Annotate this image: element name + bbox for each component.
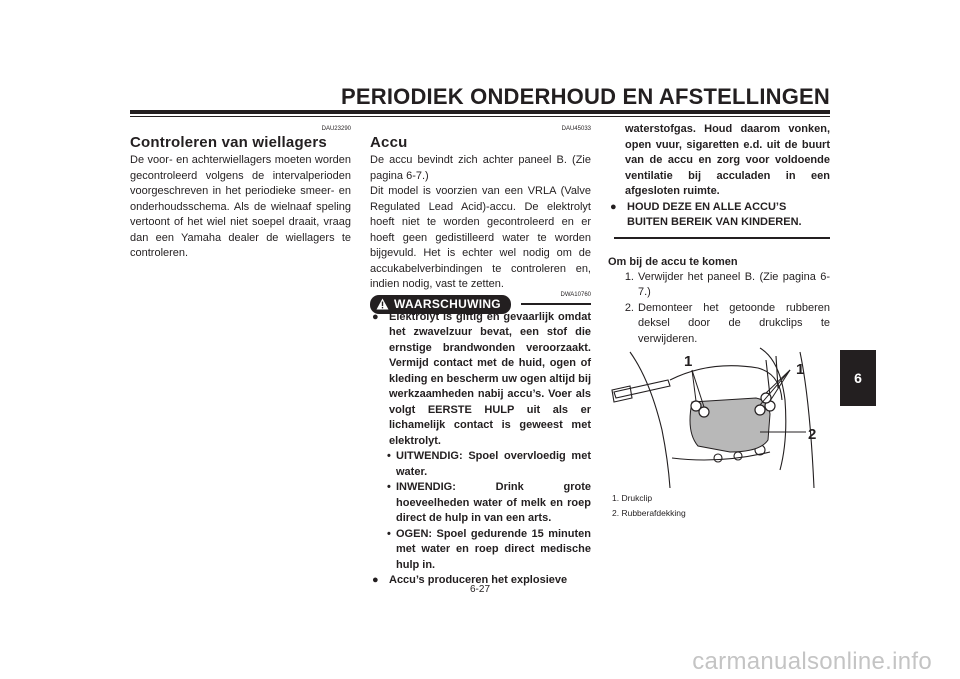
caption-rubber-cover: 2. Rubberafdekking	[612, 508, 686, 518]
callout-1-left: 1	[684, 353, 693, 370]
warning-bullet-text: HOUD DEZE EN ALLE ACCU’S BUITEN BEREIK VAN KINDEREN.	[627, 200, 802, 228]
step-text: Demonteer het getoonde rubberen deksel door de drukclips te verwijderen.	[638, 301, 830, 345]
column-battery	[370, 120, 591, 589]
bullet-marker: ●	[372, 310, 379, 323]
warning-bullet	[370, 310, 591, 450]
first-aid-item: • INWENDIG: Drink grote hoeveelheden water of melk en roep direct de hulp in van een arts.	[370, 480, 591, 527]
battery-location-text: De accu bevindt zich achter paneel B. (Zie pagina 6-7.)	[370, 154, 591, 182]
bullet-marker: ●	[610, 200, 617, 213]
page-number: 6-27	[469, 584, 490, 595]
watermark: carmanualsonline.info	[692, 648, 932, 675]
warning-bullet	[608, 200, 830, 231]
chapter-tab: 6	[840, 350, 876, 406]
column-battery-continued	[608, 122, 830, 347]
warning-label: WAARSCHUWING	[394, 297, 501, 311]
bolt	[714, 454, 722, 462]
leader-line	[770, 370, 790, 401]
step-number: 2.	[624, 301, 634, 314]
figure-captions	[612, 491, 686, 521]
header-rule-thick	[130, 110, 830, 114]
callout-1-right: 1	[796, 361, 805, 378]
warning-bullet-text: Elektrolyt is giftig en gevaarlijk omdat het zwavelzuur bevat, een stof die ernstige brandwonden veroorzaakt. Vermijd contact met de huid, ogen of kleding en bescherm uw ogen altijd bij werkzaamheden nabij accu’s. Voer als volgt EERSTE HULP uit als er lichamelijk contact is geweest met elektrolyt.	[389, 310, 591, 447]
page-title: PERIODIEK ONDERHOUD EN AFSTELLINGEN	[341, 84, 830, 109]
bullet-marker: ●	[372, 574, 379, 586]
warning-end-rule	[614, 237, 830, 239]
column-wheel-bearings	[130, 120, 351, 262]
access-step	[608, 270, 830, 301]
push-clip	[699, 407, 709, 417]
first-aid-item: • UITWENDIG: Spoel overvloedig met water.	[370, 449, 591, 480]
battery-heading: Accu	[370, 134, 408, 151]
first-aid-item: • OGEN: Spoel gedurende 15 minuten met water en roep direct medische hulp in.	[370, 527, 591, 574]
first-aid-text: OGEN: Spoel gedurende 15 minuten met water en roep direct medische hulp in.	[396, 527, 591, 571]
wheel-bearings-body: De voor- en achterwiellagers moeten worden gecontroleerd volgens de intervalperioden voorgeschreven in het periodieke smeer- en onderhoudsschema. Als de wielnaaf speling vertoont of het wiel niet soepel draait, vraag dan een Yamaha dealer de wiellagers te controleren.	[130, 154, 351, 259]
body-outline	[630, 352, 670, 488]
section-code: DAU45033	[561, 126, 591, 132]
bolt	[734, 452, 742, 460]
first-aid-text: INWENDIG: Drink grote hoeveelheden water of melk en roep direct de hulp in van een arts.	[396, 481, 591, 524]
warning-bullet-continued: waterstofgas. Houd daarom vonken, open vuur, sigaretten e.d. uit de buurt van de accu en zorg voor voldoende ventilatie bij acculaden in een afgesloten ruimte.	[625, 123, 830, 197]
wheel-bearings-heading: Controleren van wiellagers	[130, 134, 327, 151]
step-number: 1.	[624, 270, 634, 283]
first-aid-text: UITWENDIG: Spoel overvloedig met water.	[396, 450, 591, 478]
caption-push-clip: 1. Drukclip	[612, 493, 653, 503]
access-heading: Om bij de accu te komen	[608, 255, 738, 268]
warning-rule	[521, 303, 591, 305]
callout-2: 2	[808, 426, 817, 443]
warning-bullet-text: Accu’s produceren het explosieve	[389, 574, 568, 586]
section-code: DAU23290	[321, 126, 351, 132]
warning-code: DWA10760	[560, 291, 591, 298]
header-rule-thin	[130, 116, 830, 117]
handlebar-outline	[614, 380, 670, 398]
warning-triangle-icon	[376, 298, 389, 310]
push-clip	[755, 405, 765, 415]
battery-cover-figure	[610, 340, 832, 490]
battery-description-text: Dit model is voorzien van een VRLA (Valve Regulated Lead Acid)-accu. De elektrolyt hoeft niet te worden gecontroleerd en er hoeft geen gedistilleerd water te worden bijgevuld. Het is echter wel nodig om de accukabelverbindingen te controleren en, indien nodig, vast te zetten.	[370, 185, 591, 290]
step-text: Verwijder het paneel B. (Zie pagina 6-7.)	[638, 270, 830, 298]
